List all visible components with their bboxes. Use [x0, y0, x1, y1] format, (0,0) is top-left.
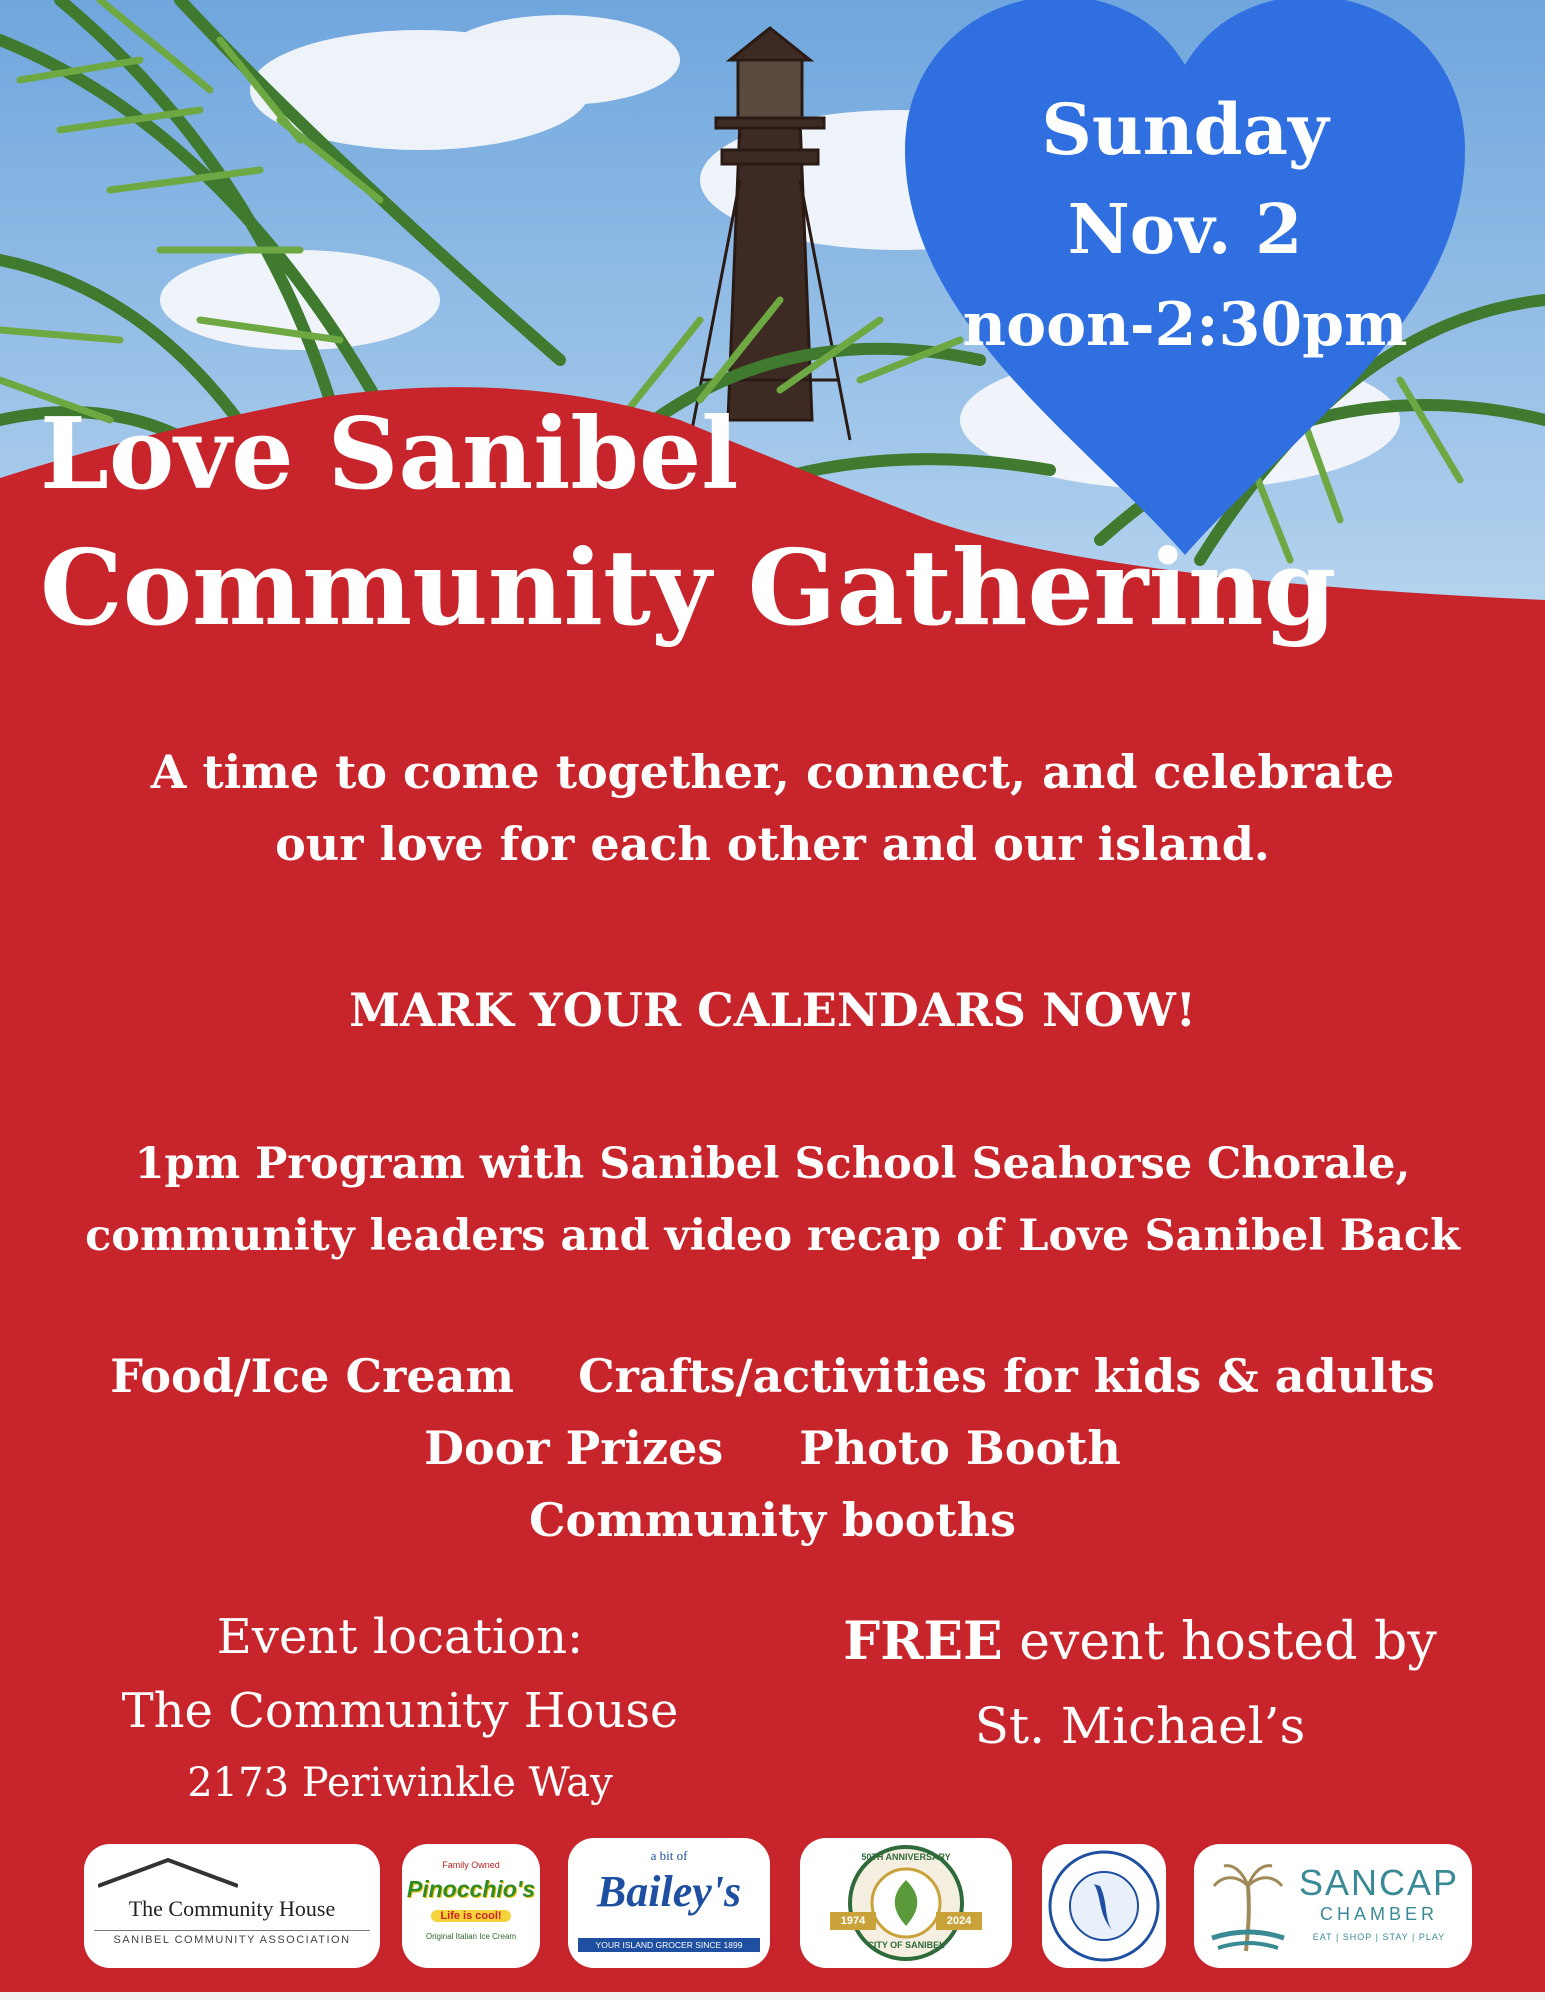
community-house-sub: SANIBEL COMMUNITY ASSOCIATION [94, 1930, 370, 1946]
activities-row-1 [40, 1340, 1505, 1412]
event-day: Sunday [1041, 88, 1329, 171]
event-location [60, 1600, 740, 1818]
event-host [790, 1600, 1490, 1768]
program-line1: 1pm Program with Sanibel School Seahorse Chorale, [134, 1139, 1411, 1189]
pinocchios-name: Pinocchio's [406, 1876, 536, 1902]
program-description [40, 1128, 1505, 1272]
activities-row-2 [40, 1412, 1505, 1484]
activity-photo-booth: Photo Booth [799, 1421, 1121, 1475]
location-name: The Community House [121, 1683, 679, 1739]
city-seal-bottom: CITY OF SANIBEL [867, 1940, 945, 1950]
activity-food: Food/Ice Cream [110, 1349, 515, 1403]
event-title-line1: Love Sanibel [40, 397, 739, 512]
activity-community-booths: Community booths [528, 1493, 1017, 1547]
mark-calendars-callout: MARK YOUR CALENDARS NOW! [349, 983, 1196, 1037]
tagline-line2: our love for each other and our island. [275, 817, 1270, 871]
sancap-sub: CHAMBER [1319, 1904, 1438, 1924]
pinocchios-top: Family Owned [442, 1860, 500, 1870]
palm-tree-icon [1208, 1856, 1288, 1956]
logo-sancap-chamber [1194, 1844, 1472, 1968]
baileys-name: Bailey's [596, 1867, 742, 1916]
city-seal-year-start: 1974 [840, 1915, 866, 1927]
free-label: FREE [843, 1611, 1003, 1672]
logo-baileys [568, 1838, 770, 1968]
activity-door-prizes: Door Prizes [424, 1421, 724, 1475]
activity-crafts: Crafts/activities for kids & adults [578, 1349, 1435, 1403]
logo-city-of-sanibel [800, 1838, 1012, 1968]
pinocchios-sub: Original Italian Ice Cream [425, 1932, 517, 1941]
baileys-sub: YOUR ISLAND GROCER SINCE 1899 [578, 1938, 760, 1952]
event-time: noon-2:30pm [962, 290, 1408, 360]
location-label: Event location: [216, 1609, 584, 1665]
city-seal-year-end: 2024 [946, 1915, 972, 1927]
logo-charitable-foundation [1042, 1844, 1166, 1968]
program-line2: community leaders and video recap of Love Sanibel Back [85, 1211, 1460, 1261]
host-line1 [790, 1600, 1490, 1684]
community-house-name: The Community House [128, 1896, 336, 1921]
sancap-name: SANCAP [1298, 1862, 1460, 1903]
location-address: 2173 Periwinkle Way [187, 1760, 613, 1806]
host-hosted-by: event hosted by [1002, 1612, 1437, 1672]
city-seal-top: 50TH ANNIVERSARY [861, 1852, 951, 1862]
house-roof-icon [98, 1854, 238, 1894]
host-name: St. Michael’s [974, 1697, 1306, 1755]
logo-pinocchios [402, 1844, 540, 1968]
event-date: Nov. 2 [1067, 190, 1303, 270]
sancap-tagline: EAT | SHOP | STAY | PLAY [1312, 1932, 1446, 1942]
pinocchios-slogan: Life is cool! [431, 1910, 511, 1922]
event-datetime [885, 80, 1485, 370]
tagline-line1: A time to come together, connect, and celebrate [150, 745, 1395, 799]
baileys-top: a bit of [650, 1848, 688, 1863]
footer-strip [0, 1992, 1545, 2000]
event-title-line2: Community Gathering [40, 526, 1337, 649]
foundation-text [1048, 1892, 1160, 1912]
event-tagline [40, 736, 1505, 880]
logo-community-house [84, 1844, 380, 1968]
